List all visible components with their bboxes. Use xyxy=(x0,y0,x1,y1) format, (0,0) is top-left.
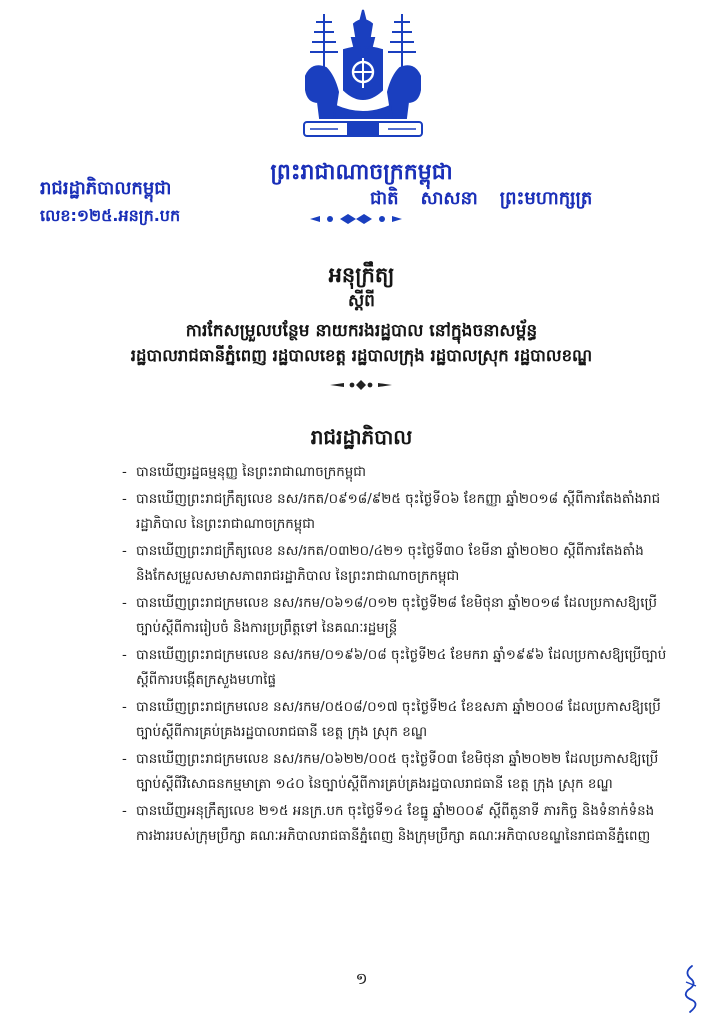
motto-nation: ជាតិ xyxy=(370,188,399,209)
royal-emblem-icon xyxy=(298,6,428,154)
about-label: ស្ដីពី xyxy=(348,291,375,311)
section-divider-icon xyxy=(330,378,392,392)
subject-line-1: ការកែសម្រួលបន្ថែម នាយករងរដ្ឋបាល នៅក្នុងចនាសម្ព័ន្ធ xyxy=(185,321,538,341)
government-name: រាជរដ្ឋាភិបាលកម្ពុជា xyxy=(40,178,172,199)
document-type-title: អនុក្រឹត្យ xyxy=(328,263,395,287)
list-item: - បានឃើញរដ្ឋធម្មនុញ្ញ នៃព្រះរាជាណាចក្រកម្ពុជា xyxy=(122,460,670,485)
list-item: - បានឃើញព្រះរាជក្រឹត្យលេខ នស/រកត/០៩១៨/៩២៥ ចុះថ្ងៃទី០៦ ខែកញ្ញា ឆ្នាំ២០១៨ ស្ដីពីការតែងតាំងរាជរដ្ឋាភិបាល នៃព្រះរាជាណាចក្រកម្ពុជា xyxy=(122,487,670,537)
list-item: - បានឃើញព្រះរាជក្រមលេខ នស/រកម/០១៩៦/០៨ ចុះថ្ងៃទី២៤ ខែមករា ឆ្នាំ១៩៩៦ ដែលប្រកាសឱ្យប្រើច្បាប់ស្ដីពីការបង្កើតក្រសួងមហាផ្ទៃ xyxy=(122,643,670,693)
list-item: - បានឃើញព្រះរាជក្រឹត្យលេខ នស/រកត/០៣២០/៤២១ ចុះថ្ងៃទី៣០ ខែមីនា ឆ្នាំ២០២០ ស្ដីពីការតែងតាំង និងកែសម្រួលសមាសភាពរាជរដ្ឋាភិបាល នៃព្រះរាជាណាចក្រកម្ពុជា xyxy=(122,539,670,589)
page-number: ១ xyxy=(355,969,368,988)
list-item: - បានឃើញអនុក្រឹត្យលេខ ២១៥ អនក្រ.បក ចុះថ្ងៃទី១៤ ខែធ្នូ ឆ្នាំ២០០៩ ស្ដីពីតួនាទី ភារកិច្ច និងទំនាក់ទំនងការងាររបស់ក្រុមប្រឹក្សា គណៈអភិបាលរាជធានីភ្នំពេញ និងក្រុមប្រឹក្សា គណៈអភិបាលខណ្ឌនៃរាជធានីភ្នំពេញ xyxy=(122,799,670,849)
list-item: - បានឃើញព្រះរាជក្រមលេខ នស/រកម/០៥០៨/០១៧ ចុះថ្ងៃទី២៤ ខែឧសភា ឆ្នាំ២០០៨ ដែលប្រកាសឱ្យប្រើច្បាប់ស្ដីពីការគ្រប់គ្រងរដ្ឋបាលរាជធានី ខេត្ត ក្រុង ស្រុក ខណ្ឌ xyxy=(122,695,670,745)
kingdom-name: ព្រះរាជាណាចក្រកម្ពុជា xyxy=(270,160,453,185)
decorative-ornament-icon xyxy=(310,210,402,228)
list-item: - បានឃើញព្រះរាជក្រមលេខ នស/រកម/០៦២២/០០៥ ចុះថ្ងៃទី០៣ ខែមិថុនា ឆ្នាំ២០២២ ដែលប្រកាសឱ្យប្រើច្បាប់ស្ដីពីវិសោធនកម្មមាត្រា ១៤០ នៃច្បាប់ស្ដីពីការគ្រប់គ្រងរដ្ឋបាលរាជធានី ខេត្ត ក្រុង ស្រុក ខណ្ឌ xyxy=(122,747,670,797)
list-item: - បានឃើញព្រះរាជក្រមលេខ នស/រកម/០៦១៨/០១២ ចុះថ្ងៃទី២៨ ខែមិថុនា ឆ្នាំ២០១៨ ដែលប្រកាសឱ្យប្រើច្បាប់ស្ដីពីការរៀបចំ និងការប្រព្រឹត្តទៅ នៃគណៈរដ្ឋមន្ត្រី xyxy=(122,591,670,641)
subject-line-2: រដ្ឋបាលរាជធានីភ្នំពេញ រដ្ឋបាលខេត្ត រដ្ឋបាលក្រុង រដ្ឋបាលស្រុក រដ្ឋបាលខណ្ឌ xyxy=(130,346,593,365)
motto-religion: សាសនា xyxy=(420,188,478,209)
motto-king: ព្រះមហាក្សត្រ xyxy=(499,188,593,209)
considerations-list xyxy=(122,460,670,851)
document-number: លេខ:១២៥.អនក្រ.បក xyxy=(40,206,181,225)
royal-government-heading: រាជរដ្ឋាភិបាល xyxy=(310,425,413,449)
national-motto xyxy=(370,186,592,213)
handwritten-initial-icon xyxy=(680,962,702,1016)
